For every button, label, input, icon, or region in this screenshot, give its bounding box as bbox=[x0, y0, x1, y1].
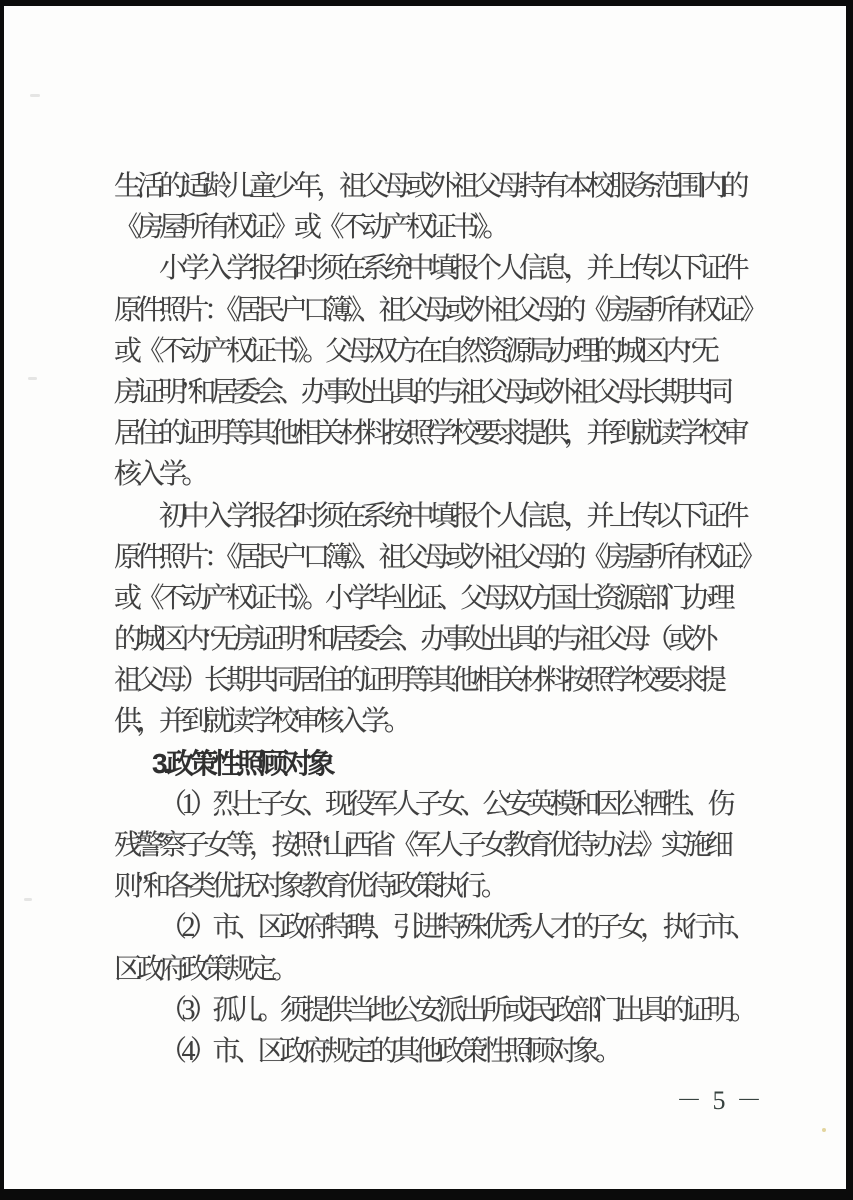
scan-speck bbox=[24, 898, 32, 901]
scan-speck bbox=[30, 94, 40, 97]
text-line: 供，并到就读学校审核入学。 bbox=[114, 706, 407, 738]
text-line: 或《不动产权证书》。父母双方在自然资源局办理的城区内“无 bbox=[114, 335, 715, 367]
text-line: 区政府政策规定。 bbox=[114, 953, 295, 985]
text-line: 祖父母）长期共同居住的证明等其他相关材料按照学校要求提 bbox=[114, 665, 722, 697]
text-line: 原件照片：《居民户口簿》、祖父母或外祖父母的《房屋所有权证》 bbox=[114, 541, 762, 573]
section-heading: 3.政策性照顾对象 bbox=[152, 747, 331, 779]
text-line: （4）市、区政府规定的其他政策性照顾对象。 bbox=[159, 1035, 618, 1067]
text-line: 则”和各类优抚对象教育优待政策执行。 bbox=[114, 871, 504, 903]
text-line: 残警察子女等，按照“山西省《军人子女教育优待办法》实施细 bbox=[114, 830, 729, 861]
text-line: （3）孤儿。须提供当地公安派出所或民政部门出具的证明。 bbox=[159, 994, 753, 1026]
text-line: 小学入学报名时须在系统中填报个人信息，并上传以下证件 bbox=[159, 253, 745, 285]
scan-edge-right bbox=[846, 0, 853, 1200]
document-body bbox=[114, 166, 774, 1072]
text-line: 原件照片：《居民户口簿》、祖父母或外祖父母的《房屋所有权 证》 bbox=[114, 294, 763, 326]
scan-edge-top bbox=[0, 0, 853, 6]
text-line: 《房屋所有权证》或《不动产权证书》。 bbox=[114, 212, 506, 244]
text-line: （2）市、区政府特聘、引进特殊优秀人才的子女，执行市、 bbox=[159, 912, 753, 944]
scan-edge-bottom bbox=[0, 1189, 853, 1200]
text-line: 居住的证明等其他相关材料按照学校要求提供，并到就读学校审 bbox=[114, 418, 745, 450]
text-line: 初中入学报名时须在系统中填报个人信息，并上传以下证件 bbox=[159, 500, 745, 532]
scan-speck bbox=[28, 377, 37, 380]
text-line: 核入学。 bbox=[114, 459, 205, 491]
text-line: 或《不动产权证书》。小学毕业证、父母双方国土资源部门办理 bbox=[114, 582, 731, 614]
scan-edge-left bbox=[0, 0, 4, 1200]
text-line: （1）烈士子女、现役军人子女、公安英模和因公牺牲、伤 bbox=[159, 788, 731, 820]
page-number: － 5 － bbox=[676, 1086, 765, 1115]
scan-speck bbox=[822, 1128, 826, 1132]
text-line: 生活的适龄儿童少年，祖父母或外祖父母持有本校服务范围内的 bbox=[114, 171, 745, 202]
text-line: 房证明”和居委会、办事处出具的与祖父母或外祖父母长期共同 bbox=[114, 376, 729, 408]
text-line: 的城区内“无房证明”和居委会、办事处出具的与祖父母（或外 bbox=[114, 624, 713, 656]
